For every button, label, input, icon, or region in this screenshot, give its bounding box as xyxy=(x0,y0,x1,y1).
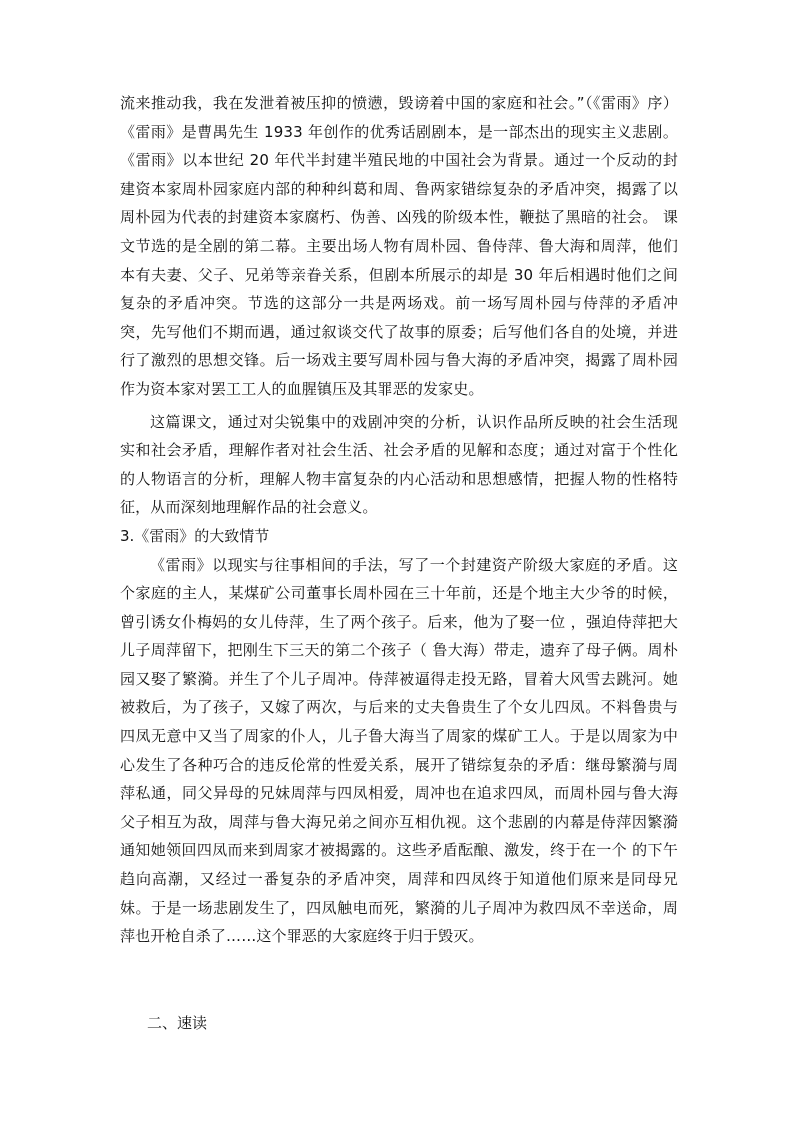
heading-plot-outline: 3.《雷雨》的大致情节 xyxy=(120,526,270,545)
document-body xyxy=(120,89,678,951)
paragraph-plot-summary: 《雷雨》以现实与往事相间的手法，写了一个封建资产阶级大家庭的矛盾。这个家庭的主人，某煤矿公司董事长周朴园在三十年前，还是个地主大少爷的时候，曾引诱女仆梅妈的女儿侍萍，生了两个孩子。后来，他为了娶一位 ，强迫侍萍把大儿子周萍留下，把刚生下三天的第二个孩子（ 鲁大海）带走，遗弃了母子俩。周朴园又娶了繁漪。并生了个儿子周冲。侍萍被逼得走投无路，冒着大风雪去跳河。她被救后，为了孩子，又嫁了两次，与后来的丈夫鲁贵生了个女儿四凤。不料鲁贵与四凤无意中又当了周家的仆人，儿子鲁大海当了周家的煤矿工人。于是以周家为中心发生了各种巧合的违反伦常的性爱关系，展开了错综复杂的矛盾：继母繁漪与周萍私通，同父异母的兄妹周萍与四凤相爱，周冲也在追求四凤，而周朴园与鲁大海父子相互为敌，周萍与鲁大海兄弟之间亦互相仇视。这个悲剧的内幕是侍萍因繁漪通知她领回四凤而来到周家才被揭露的。这些矛盾酝酿、激发，终于在一个 的下午趋向高潮，又经过一番复杂的矛盾冲突，周萍和四凤终于知道他们原来是同母兄妹。于是一场悲剧发生了，四凤触电而死，繁漪的儿子周冲为救四凤不幸送命，周萍也开枪自杀了……这个罪恶的大家庭终于归于毁灭。 xyxy=(120,555,678,946)
paragraph-lesson-goals: 这篇课文，通过对尖锐集中的戏剧冲突的分析，认识作品所反映的社会生活现实和社会矛盾，理解作者对社会生活、社会矛盾的见解和态度；通过对富于个性化的人物语言的分析，理解人物丰富复杂的内心活动和思想感情，把握人物的性格特征，从而深刻地理解作品的社会意义。 xyxy=(120,412,678,517)
section-title-speed-reading: 二、速读 xyxy=(147,1014,208,1032)
paragraph-leiyu-intro: 流来推动我，我在发泄着被压抑的愤懑，毁谤着中国的家庭和社会。”（《雷雨》序）《雷雨》是曹禺先生 1933 年创作的优秀话剧剧本，是一部杰出的现实主义悲剧。《雷雨》以本世纪 20 年代半封建半殖民地的中国社会为背景。通过一个反动的封建资本家周朴园家庭内部的种种纠葛和周、鲁两家错综复杂的矛盾冲突，揭露了以周朴园为代表的封建资本家腐朽、伪善、凶残的阶级本性，鞭挞了黑暗的社会。 课文节选的是全剧的第二幕。主要出场人物有周朴园、鲁侍萍、鲁大海和周萍，他们本有夫妻、父子、兄弟等亲眷关系，但剧本所展示的却是 30 年后相遇时他们之间复杂的矛盾冲突。节选的这部分一共是两场戏。前一场写周朴园与侍萍的矛盾冲突，先写他们不期而遇，通过叙谈交代了故事的原委；后写他们各自的处境，并进行了激烈的思想交锋。后一场戏主要写周朴园与鲁大海的矛盾冲突，揭露了周朴园作为资本家对罢工工人的血腥镇压及其罪恶的发家史。 xyxy=(120,94,678,398)
